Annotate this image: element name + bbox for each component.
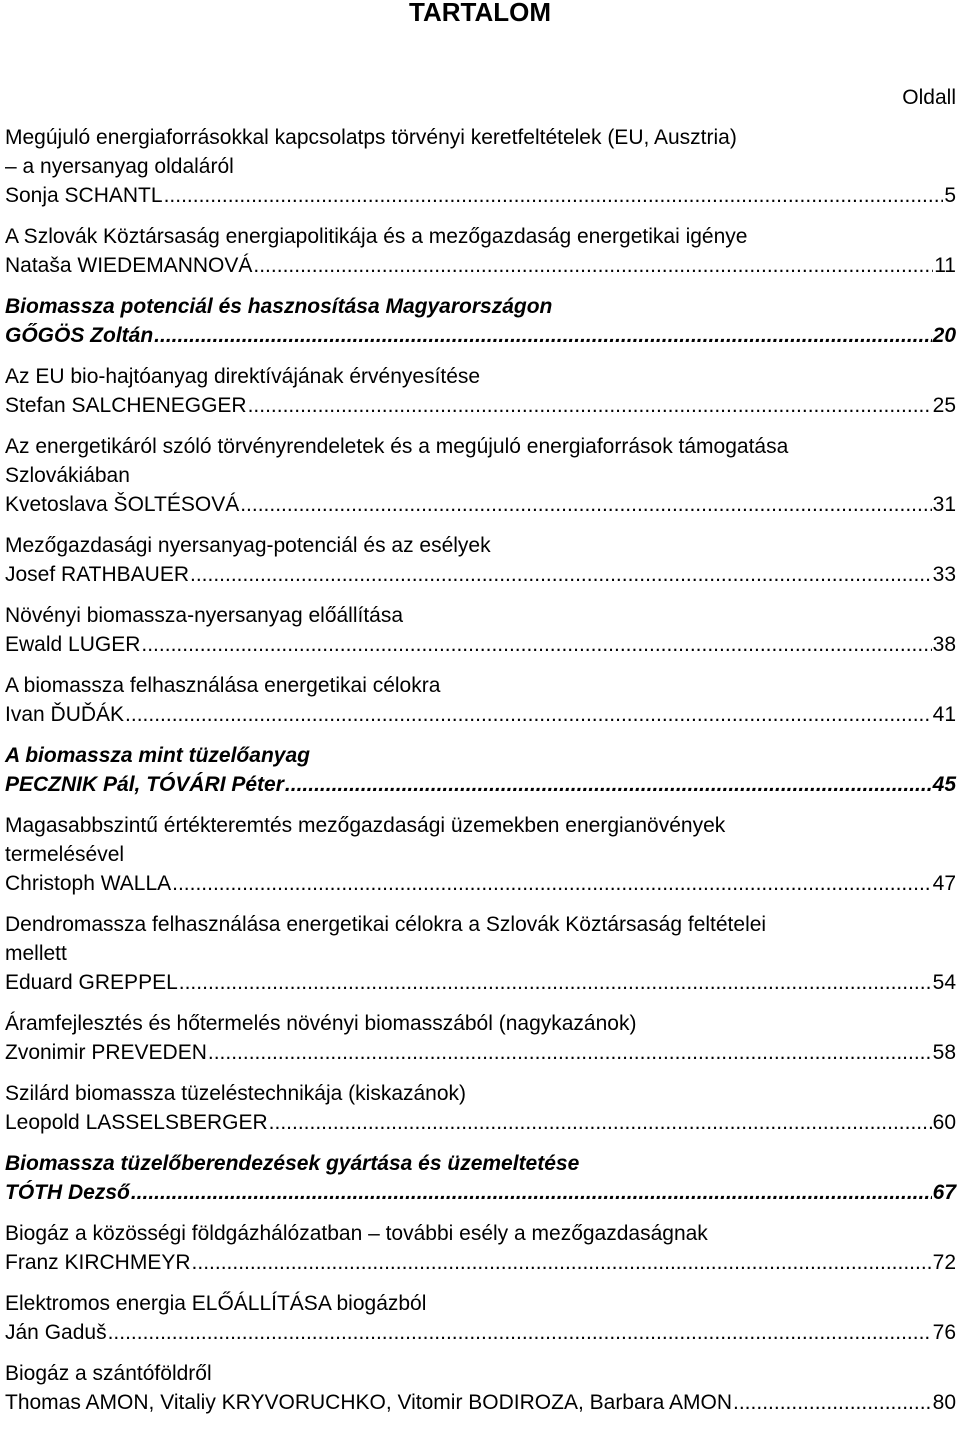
toc-entry-title-line: Biogáz a közösségi földgázhálózatban – további esély a mezőgazdaságnak [5,1222,708,1245]
dot-leader [248,391,932,420]
toc-entry-author: Sonja SCHANTL [5,184,163,207]
toc-entry-page-number: 41 [932,703,956,726]
toc-entry-title-line: Az EU bio-hajtóanyag direktívájának érvényesítése [5,365,481,388]
toc-entry-author: Ján Gaduš [5,1321,107,1344]
toc-entry-title-line: Szlovákiában [5,464,130,487]
toc-entry-page-number: 60 [932,1111,956,1134]
dot-leader [733,1388,932,1417]
toc-entry[interactable] [5,1009,956,1067]
toc-entry-author-row [5,560,956,589]
dot-leader [179,968,932,997]
toc-entry[interactable] [5,1289,956,1347]
toc-entry-author-row [5,1108,956,1137]
toc-entry-author-row [5,968,956,997]
toc-entry[interactable] [5,601,956,659]
toc-entry-title-line: Szilárd biomassza tüzeléstechnikája (kiskazánok) [5,1082,467,1105]
dot-leader [208,1038,932,1067]
toc-entry-title-line: Biomassza potenciál és hasznosítása Magyarországon [5,295,553,318]
toc-entry-author-row [5,490,956,519]
toc-entry-author: Ivan ĎUĎÁK [5,703,125,726]
toc-entry-author: TÓTH Dezső [5,1181,130,1204]
dot-leader [154,321,931,350]
toc-entry-page-number: 58 [932,1041,956,1064]
toc-entry-title-line: Dendromassza felhasználása energetikai célokra a Szlovák Köztársaság feltételei [5,913,767,936]
toc-entry-page-number: 67 [932,1181,956,1204]
toc-entry-title-line: Elektromos energia ELŐÁLLÍTÁSA biogázból [5,1292,427,1315]
toc-entry-title-line: mellett [5,942,67,965]
toc-entry-author-row [5,251,956,280]
dot-leader [269,1108,932,1137]
toc-entry-author-row [5,869,956,898]
toc-entry-title-line: Magasabbszintű értékteremtés mezőgazdasági üzemekben energianövények [5,814,726,837]
toc-entry[interactable] [5,910,956,997]
toc-entry[interactable] [5,811,956,898]
toc-entry-author: Zvonimir PREVEDEN [5,1041,207,1064]
toc-entry-page-number: 31 [932,493,956,516]
toc-entry[interactable] [5,671,956,729]
dot-leader [172,869,932,898]
toc-entry[interactable] [5,1149,956,1207]
dot-leader [253,251,933,280]
toc-entry-author-row [5,321,956,350]
toc-entry-page-number: 5 [944,184,956,207]
toc-entry-page-number: 72 [932,1251,956,1274]
toc-entry-author-row [5,770,956,799]
toc-entry-title-line: Biomassza tüzelőberendezések gyártása és üzemeltetése [5,1152,580,1175]
toc-entry-author: PECZNIK Pál, TÓVÁRI Péter [5,773,284,796]
page-title: TARTALOM [409,0,551,27]
toc-entry-page-number: 11 [934,254,956,277]
toc-entry-title-line: A biomassza felhasználása energetikai célokra [5,674,441,697]
page-column-header: Oldall [902,86,956,109]
toc-entry-title-line: Áramfejlesztés és hőtermelés növényi biomasszából (nagykazánok) [5,1012,637,1035]
toc-entry-author: Christoph WALLA [5,872,172,895]
dot-leader [125,700,932,729]
toc-entry-author: Eduard GREPPEL [5,971,178,994]
toc-entry-title-line: A biomassza mint tüzelőanyag [5,744,310,767]
toc-entry[interactable] [5,123,956,210]
toc-entry[interactable] [5,432,956,519]
toc-entry-page-number: 20 [932,324,956,347]
toc-entry-author-row [5,1248,956,1277]
toc-entry[interactable] [5,741,956,799]
toc-entry-title-line: A Szlovák Köztársaság energiapolitikája és a mezőgazdaság energetikai igénye [5,225,748,248]
dot-leader [285,770,932,799]
toc-entry-page-number: 76 [932,1321,956,1344]
dot-leader [240,490,931,519]
dot-leader [190,560,932,589]
toc-entry-author: Ewald LUGER [5,633,141,656]
toc-entry-page-number: 38 [932,633,956,656]
toc-entry-author: Leopold LASSELSBERGER [5,1111,268,1134]
toc-entry-page-number: 45 [932,773,956,796]
toc-entry-page-number: 33 [932,563,956,586]
dot-leader [131,1178,932,1207]
toc-entry-page-number: 80 [932,1391,956,1414]
dot-leader [164,181,944,210]
toc-entry[interactable] [5,1359,956,1417]
toc-entry-author: Franz KIRCHMEYR [5,1251,191,1274]
toc-entry-author-row [5,1178,956,1207]
toc-entry-author: Josef RATHBAUER [5,563,189,586]
toc-entry-author: Stefan SALCHENEGGER [5,394,247,417]
toc-entry-page-number: 54 [932,971,956,994]
toc-entry[interactable] [5,1079,956,1137]
dot-leader [192,1248,932,1277]
toc-entry[interactable] [5,362,956,420]
toc-entry[interactable] [5,1219,956,1277]
toc-entry-author-row [5,1318,956,1347]
toc-entry-title-line: Az energetikáról szóló törvényrendeletek és a megújuló energiaforrások támogatása [5,435,789,458]
toc-entry-title-line: termelésével [5,843,125,866]
toc-entry-title-line: Növényi biomassza-nyersanyag előállítása [5,604,404,627]
toc-entry[interactable] [5,531,956,589]
toc-entry-title-line: Biogáz a szántóföldről [5,1362,212,1385]
toc-entry-author: GŐGÖS Zoltán [5,324,154,347]
toc-entry-title-line: Megújuló energiaforrásokkal kapcsolatps törvényi keretfeltételek (EU, Ausztria) [5,126,737,149]
toc-entry-author-row [5,1388,956,1417]
toc-entry-author: Kvetoslava ŠOLTÉSOVÁ [5,493,240,516]
toc-entry-author: Thomas AMON, Vitaliy KRYVORUCHKO, Vitomir BODIROZA, Barbara AMON [5,1391,733,1414]
toc-entry-page-number: 25 [932,394,956,417]
toc-entry-author-row [5,181,956,210]
toc-entry-author-row [5,391,956,420]
dot-leader [108,1318,932,1347]
table-of-contents [5,123,956,1429]
dot-leader [141,630,931,659]
toc-entry-author-row [5,1038,956,1067]
toc-entry-author-row [5,700,956,729]
toc-entry[interactable] [5,292,956,350]
toc-entry-author-row [5,630,956,659]
toc-entry-title-line: – a nyersanyag oldaláról [5,155,234,178]
toc-entry-author: Nataša WIEDEMANNOVÁ [5,254,253,277]
toc-entry[interactable] [5,222,956,280]
toc-entry-page-number: 47 [932,872,956,895]
toc-entry-title-line: Mezőgazdasági nyersanyag-potenciál és az esélyek [5,534,491,557]
